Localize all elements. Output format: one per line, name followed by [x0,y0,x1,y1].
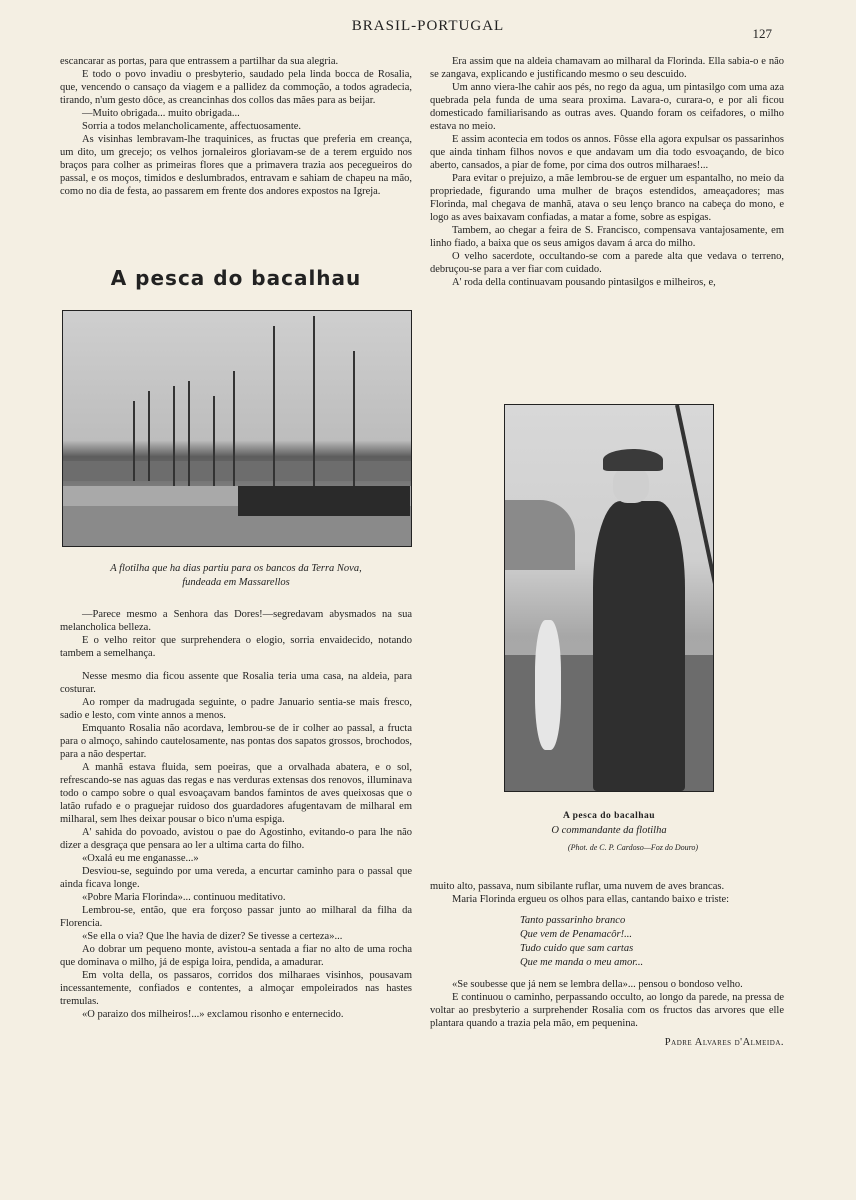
paragraph: «Se soubesse que já nem se lembra della»... pensou o bondoso velho. [452,979,743,990]
caption-line: A flotilha que ha dias partiu para os bancos da Terra Nova, [110,563,362,574]
fleet-photo-caption [60,562,412,590]
paragraph: O velho sacerdote, occultando-se com a parede alta que vedava o terreno, debruçou-se para a ver fiar com cuidado. [430,251,784,275]
paragraph: Maria Florinda ergueu os olhos para ellas, cantando baixo e triste: [452,894,730,905]
paragraph: Era assim que na aldeia chamavam ao milharal da Florinda. Ella sabia-o e não se zangava, explicando e justificando mesmo o seu descuido. [430,56,784,80]
paragraph: «O paraizo dos milheiros!...» exclamou risonho e enternecido. [82,1009,344,1020]
paragraph: «Oxalá eu me enganasse...» [82,853,199,864]
poem-line: Que me manda o meu amor... [520,957,644,968]
paragraph: E todo o povo invadiu o presbyterio, saudado pela linda bocca de Rosalia, que, vencendo o cansaço da viagem e a pallidez da commoção, a todos agradecia, tirando, n'um gesto dôce, as creancinhas dos collos das mães para as beijar. [60,69,412,106]
paragraph: E o velho reitor que surprehendera o elogio, sorria envaidecido, notando tambem a semelhança. [60,635,412,659]
paragraph: Ao dobrar um pequeno monte, avistou-a sentada a fiar no alto de uma rocha que dominava o milho, já de espiga loira, pendida, a amadurar. [60,944,412,968]
running-header-title: BRASIL-PORTUGAL [351,18,505,34]
paragraph: Para evitar o prejuizo, a mãe lembrou-se de erguer um espantalho, no meio da propriedade, figurando uma mulher de braços estendidos, ameaçadores; mas Florinda, mal chegava de manhã, atava o seu lenço branco na cabeça do mono, e logo as aves baixavam confiadas, a matar a fome, sobre as espigas. [430,173,784,223]
paragraph: Um anno viera-lhe cahir aos pés, no rego da agua, um pintasilgo com uma aza quebrada pela funda de uma seara proxima. Lavara-o, curara-o, e por ali ficou domesticado familiarisando as outras aves. Quando foram os ceifadores, o milho estava no meio. [430,82,784,132]
paragraph: «Se ella o via? Que lhe havia de dizer? Se tivesse a certeza»... [82,931,343,942]
paragraph: Em volta della, os passaros, corridos dos milharaes visinhos, pousavam incessantemente, confiados e contentes, a almoçar empoleirados nas hastes tremulas. [60,970,412,1007]
paragraph: muito alto, passava, num sibilante ruflar, uma nuvem de aves brancas. [430,881,725,892]
photo-credit: (Phot. de C. P. Cardoso—Foz do Douro) [567,843,699,852]
paragraph: escancarar as portas, para que entrassem a partilhar da sua alegria. [60,56,339,67]
poem [520,914,784,970]
paragraph: Desviou-se, seguindo por uma vereda, a encurtar caminho para o passal que ainda ficava longe. [60,866,412,890]
paragraph: Ao romper da madrugada seguinte, o padre Januario sentia-se mais fresco, sadio e lesto, com vinte annos a menos. [60,697,412,721]
page-number: 127 [752,26,772,41]
left-column-bottom [60,608,412,1021]
paragraph: Emquanto Rosalia não acordava, lembrou-se de ir colher ao passal, a fructa para o almoço, sahindo cautelosamente, nas pontas dos sapatos grossos, brochodos, para a não despertar. [60,723,412,760]
right-column-bottom [430,880,784,1049]
paragraph: —Parece mesmo a Senhora das Dores!—segredavam abysmados na sua melancholica belleza. [60,609,412,633]
poem-line: Tudo cuido que sam cartas [520,943,634,954]
commander-photo-subtitle: O commandante da flotilha [551,825,667,836]
left-column-top [60,55,412,198]
section-heading: A pesca do bacalhau [110,266,362,290]
author-signature: Padre Alvares d'Almeida. [664,1037,784,1048]
caption-line: fundeada em Massarellos [182,577,290,588]
commander-photo-title: A pesca do bacalhau [562,811,656,821]
right-column-top [430,55,784,289]
paragraph: «Pobre Maria Florinda»... continuou meditativo. [82,892,286,903]
paragraph: Sorria a todos melancholicamente, affectuosamente. [82,121,302,132]
poem-line: Tanto passarinho branco [520,915,626,926]
paragraph: E continuou o caminho, perpassando occulto, ao longo da parede, na pressa de voltar ao presbyterio a surprehender Rosalia com os fructos das arvores que elle plantara quando a trazia pela mão, em pequenina. [430,992,784,1029]
fleet-photo [62,310,412,547]
commander-photo [504,404,714,792]
paragraph: Nesse mesmo dia ficou assente que Rosalia teria uma casa, na aldeia, para costurar. [60,671,412,695]
paragraph: A' roda della continuavam pousando pintasilgos e milheiros, e, [452,277,716,288]
paragraph: Tambem, ao chegar a feira de S. Francisco, compensava vantajosamente, em linho fiado, a baixa que os seus amigos davam á arca do milho. [430,225,784,249]
paragraph: A manhã estava fluida, sem poeiras, que a orvalhada abatera, e o sol, refrescando-se nas aguas das regas e nas verduras extensas dos renovos, illuminava todo o campo sobre o qual esvoaçavam bandos famintos de aves queixosas que o latão rufado e o praguejar ruidoso dos guardadores afugentavam de milharal em milharal, sem lhes deixar pousar o bico n'uma espiga. [60,762,412,825]
poem-line: Que vem de Penamacôr!... [520,929,632,940]
paragraph: Lembrou-se, então, que era forçoso passar junto ao milharal da filha da Florencia. [60,905,412,929]
paragraph: —Muito obrigada... muito obrigada... [82,108,240,119]
paragraph: E assim acontecia em todos os annos. Fôsse ella agora expulsar os passarinhos que ainda tinham filhos novos e que andavam um dia todo esvoaçando, de bico aberto, cansados, a piar de fome, por cima dos outros milharaes!... [430,134,784,171]
paragraph: As visinhas lembravam-lhe traquinices, as fructas que preferia em creança, um dito, um grecejo; os velhos jornaleiros gloriavam-se de a terem erguido nos braços para colher as primeiras flores que a primavera trazia aos pecegueiros do passal, e os moços, timidos e deslumbrados, entravam e sahiam de chapeu na mão, como no dia de festa, ao passarem em frente dos andores expostos na Igreja. [60,134,412,197]
paragraph: A' sahida do povoado, avistou o pae do Agostinho, evitando-o para lhe não dizer a desgraça que pensara ao ler a ultima carta do filho. [60,827,412,851]
